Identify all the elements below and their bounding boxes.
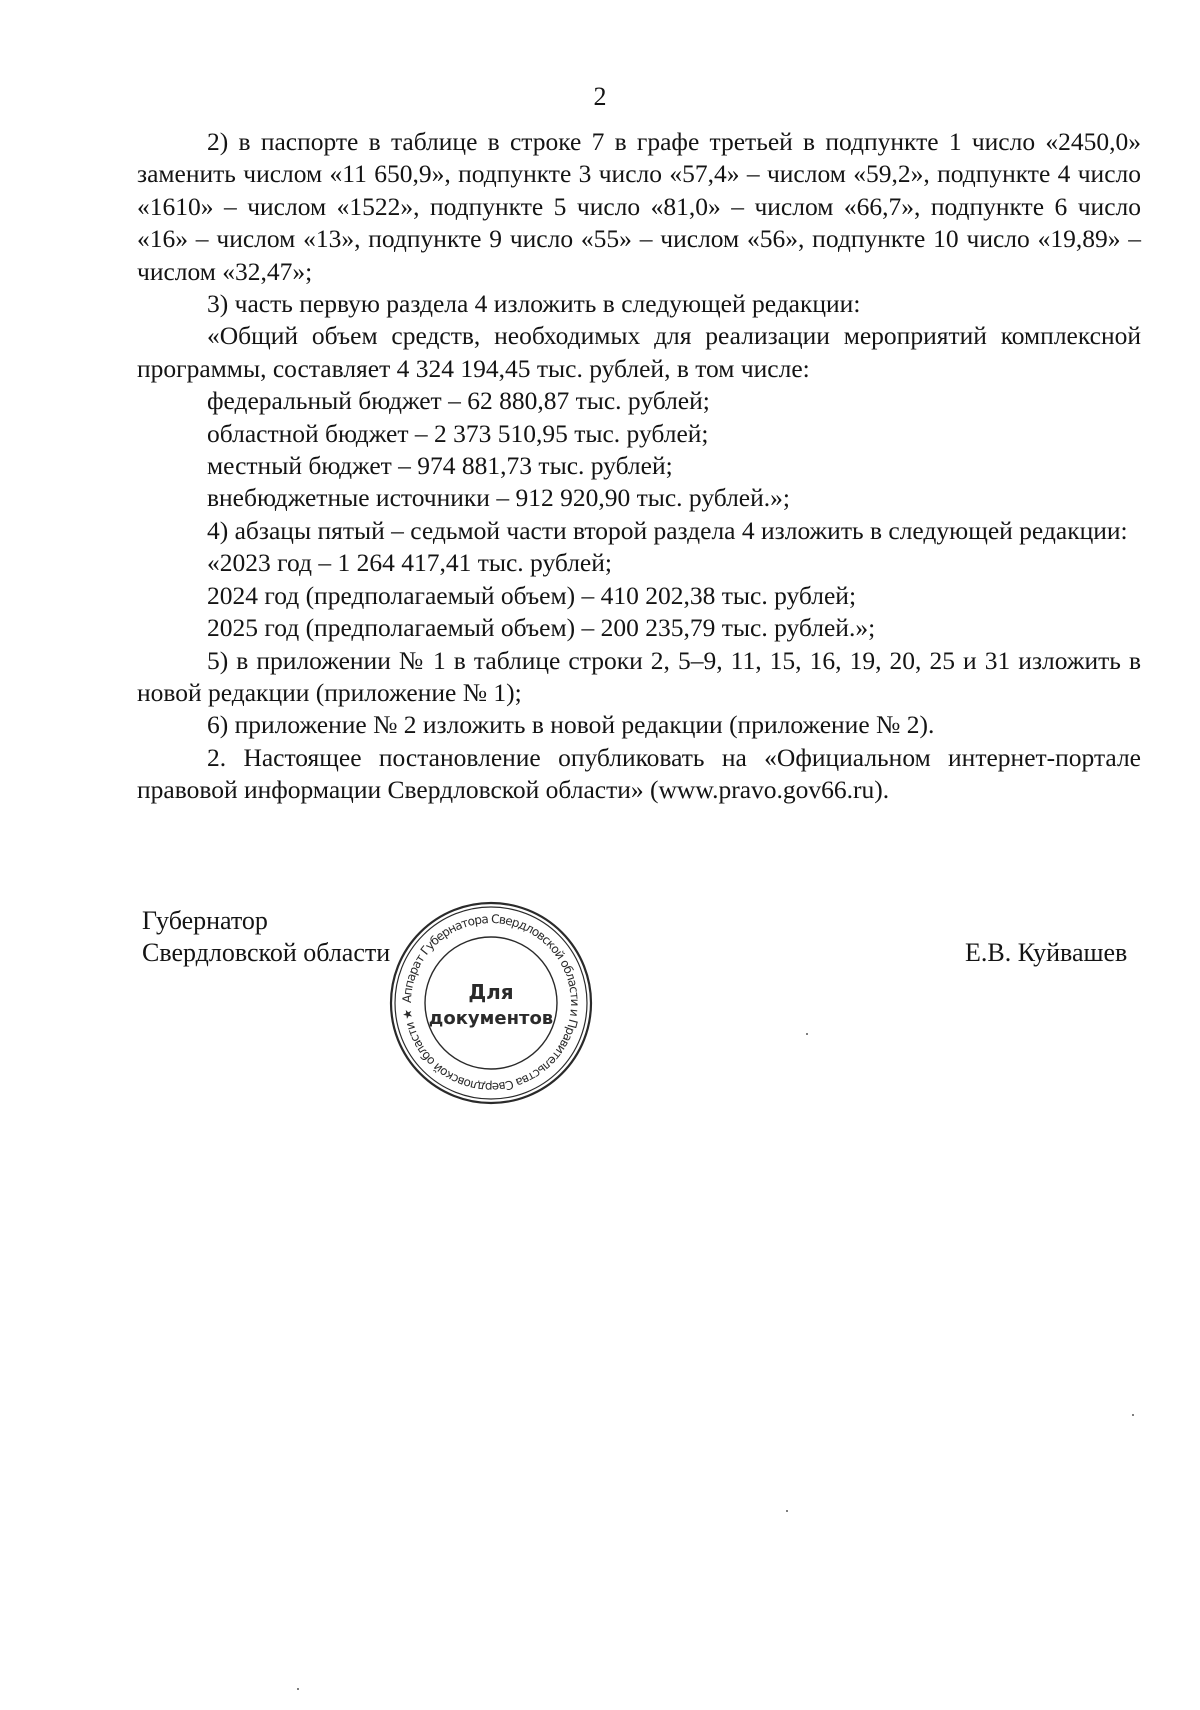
signatory-title-line2: Свердловской области bbox=[142, 938, 391, 967]
official-stamp bbox=[388, 900, 594, 1106]
paragraph-year-2024: 2024 год (предполагаемый объем) – 410 202,38 тыс. рублей; bbox=[207, 580, 857, 610]
paragraph-passport-changes: 2) в паспорте в таблице в строке 7 в графе третьей в подпункте 1 число «2450,0» заменить числом «11 650,9», подпункте 3 число «57,4» – числом «59,2», подпункте 4 число «1610» – числом «1522», подпункте 5 число «81,0» – числом «66,7», подпункте 6 число «16» – числом «13», подпункте 9 число «55» – числом «56», подпункте 10 число «19,89» – числом «32,47»; bbox=[137, 127, 1141, 286]
paragraph-appendix2: 6) приложение № 2 изложить в новой редакции (приложение № 2). bbox=[207, 710, 935, 740]
signatory-title-line1: Губернатор bbox=[142, 906, 268, 935]
paragraph-year-2023: «2023 год – 1 264 417,41 тыс. рублей; bbox=[207, 548, 612, 578]
paragraph-regional-budget: областной бюджет – 2 373 510,95 тыс. рублей; bbox=[207, 418, 709, 448]
stamp-center-line1: Для bbox=[468, 980, 514, 1004]
scan-speck bbox=[786, 1510, 788, 1512]
page-number: 2 bbox=[593, 82, 607, 111]
paragraph-local-budget: местный бюджет – 974 881,73 тыс. рублей; bbox=[207, 451, 673, 481]
paragraph-section4-part2-intro: 4) абзацы пятый – седьмой части второй раздела 4 изложить в следующей редакции: bbox=[207, 515, 1128, 545]
paragraph-section4-part1-intro: 3) часть первую раздела 4 изложить в следующей редакции: bbox=[207, 289, 861, 319]
signatory-name: Е.В. Куйвашев bbox=[965, 938, 1128, 967]
signatory-title bbox=[142, 905, 390, 969]
paragraph-year-2025: 2025 год (предполагаемый объем) – 200 235,79 тыс. рублей.»; bbox=[207, 613, 876, 643]
scan-speck bbox=[297, 1688, 299, 1690]
paragraph-total-funding: «Общий объем средств, необходимых для реализации мероприятий комплексной программы, составляет 4 324 194,45 тыс. рублей, в том числе: bbox=[137, 321, 1141, 383]
paragraph-extrabudgetary: внебюджетные источники – 912 920,90 тыс. рублей.»; bbox=[207, 483, 790, 513]
stamp-center-line2: документов bbox=[428, 1008, 554, 1029]
paragraph-publication: 2. Настоящее постановление опубликовать на «Официальном интернет-портале правовой информации Свердловской области» (www.pravo.gov66.ru). bbox=[137, 742, 1141, 805]
document-body bbox=[137, 126, 1141, 807]
stamp-ring-text: Аппарат Губернатора Свердловской области и Правительства Свердловской области ★ bbox=[399, 911, 583, 1095]
scan-speck bbox=[806, 1033, 808, 1035]
scan-speck bbox=[1132, 1414, 1134, 1416]
paragraph-federal-budget: федеральный бюджет – 62 880,87 тыс. рублей; bbox=[207, 386, 710, 416]
paragraph-appendix1: 5) в приложении № 1 в таблице строки 2, 5–9, 11, 15, 16, 19, 20, 25 и 31 изложить в новой редакции (приложение № 1); bbox=[137, 645, 1141, 707]
